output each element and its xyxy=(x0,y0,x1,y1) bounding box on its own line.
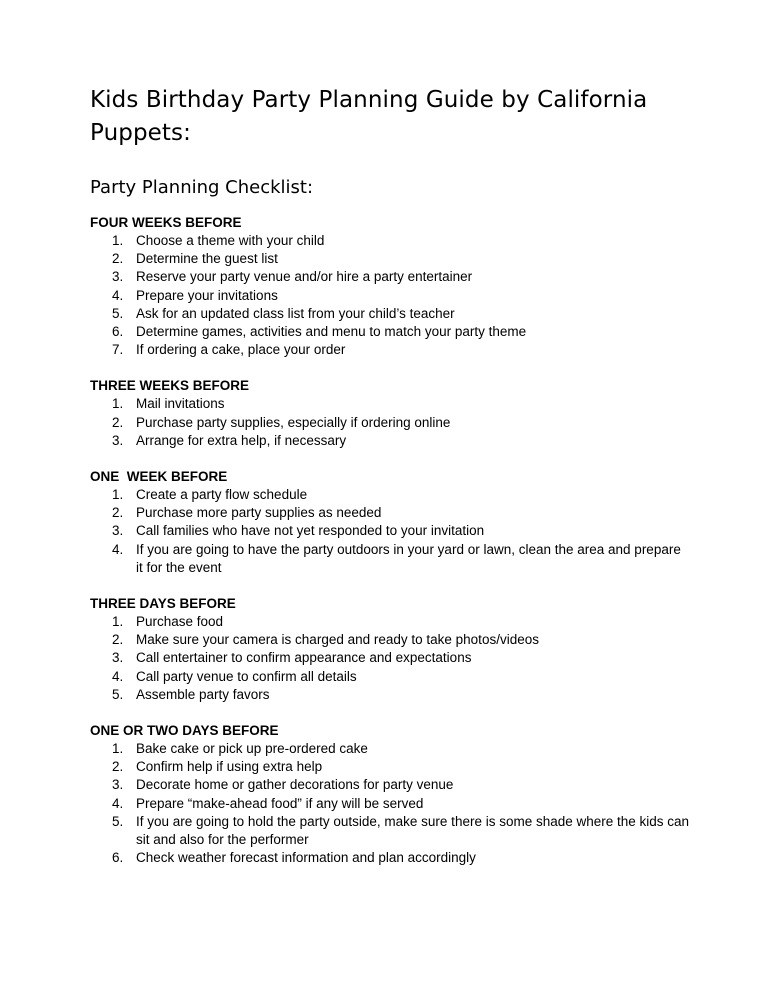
item-number: 1. xyxy=(112,741,124,757)
item-text: Reserve your party venue and/or hire a party entertainer xyxy=(136,269,473,285)
item-text: Prepare your invitations xyxy=(136,287,278,303)
item-text: Mail invitations xyxy=(136,396,225,412)
item-number: 3. xyxy=(112,432,124,448)
checklist-section xyxy=(90,595,690,704)
item-text: Make sure your camera is charged and ready to take photos/videos xyxy=(136,632,539,648)
checklist-list xyxy=(90,232,690,359)
section-heading: FOUR WEEKS BEFORE xyxy=(90,215,242,230)
item-number: 4. xyxy=(112,668,124,684)
checklist-item xyxy=(90,740,690,758)
item-text: If you are going to hold the party outside, make sure there is some shade where the kids can sit and also for the performer xyxy=(136,813,690,848)
section-heading: THREE WEEKS BEFORE xyxy=(90,378,250,394)
checklist-subtitle: Party Planning Checklist: xyxy=(90,177,314,198)
item-text: Purchase more party supplies as needed xyxy=(136,505,382,521)
item-text: Prepare “make-ahead food” if any will be served xyxy=(136,795,424,811)
item-number: 5. xyxy=(112,813,124,829)
checklist-item xyxy=(90,232,690,250)
checklist-section xyxy=(90,377,690,450)
item-text: Purchase party supplies, especially if ordering online xyxy=(136,414,451,430)
checklist-item xyxy=(90,795,690,813)
checklist-list xyxy=(90,395,690,450)
item-number: 4. xyxy=(112,541,124,557)
checklist-item xyxy=(90,613,690,631)
section-heading: ONE OR TWO DAYS BEFORE xyxy=(90,723,279,739)
checklist-item xyxy=(90,849,690,867)
item-text: If you are going to have the party outdoors in your yard or lawn, clean the area and prepare it for the event xyxy=(136,541,681,575)
item-text: Check weather forecast information and plan accordingly xyxy=(136,850,476,866)
item-text: Bake cake or pick up pre-ordered cake xyxy=(136,741,368,757)
item-number: 7. xyxy=(112,342,124,358)
checklist-item xyxy=(90,522,690,540)
checklist-item xyxy=(90,268,690,286)
checklist-section xyxy=(90,468,690,577)
checklist-section xyxy=(90,722,690,867)
item-number: 2. xyxy=(112,505,124,521)
item-text: Call party venue to confirm all details xyxy=(136,668,357,684)
item-number: 3. xyxy=(112,269,124,285)
item-text: Confirm help if using extra help xyxy=(136,759,323,775)
checklist-item xyxy=(90,486,690,504)
section-heading: THREE DAYS BEFORE xyxy=(90,596,236,612)
checklist-list xyxy=(90,740,690,867)
item-text: Determine the guest list xyxy=(136,251,278,267)
checklist-item xyxy=(90,341,690,359)
checklist-item xyxy=(90,395,690,413)
item-text: Ask for an updated class list from your child’s teacher xyxy=(136,305,455,321)
item-number: 4. xyxy=(112,287,124,303)
item-number: 1. xyxy=(112,396,124,412)
item-text: Create a party flow schedule xyxy=(136,487,308,503)
section-heading: ONE WEEK BEFORE xyxy=(90,469,228,485)
checklist-sections xyxy=(90,214,690,867)
item-number: 5. xyxy=(112,305,124,321)
checklist-item xyxy=(90,649,690,667)
item-text: Choose a theme with your child xyxy=(136,233,325,248)
item-text: Call entertainer to confirm appearance and expectations xyxy=(136,650,472,666)
item-number: 4. xyxy=(112,795,124,811)
document-title: Kids Birthday Party Planning Guide by California Puppets: xyxy=(90,87,648,146)
document-page xyxy=(90,84,690,867)
item-number: 1. xyxy=(112,487,124,503)
checklist-list xyxy=(90,613,690,704)
checklist-item xyxy=(90,432,690,450)
item-text: Arrange for extra help, if necessary xyxy=(136,432,347,448)
checklist-item xyxy=(90,668,690,686)
checklist-item xyxy=(90,250,690,268)
checklist-item xyxy=(90,504,690,522)
checklist-item xyxy=(90,813,690,849)
item-text: Decorate home or gather decorations for party venue xyxy=(136,777,454,793)
item-number: 3. xyxy=(112,523,124,539)
checklist-item xyxy=(90,776,690,794)
item-number: 5. xyxy=(112,686,124,702)
item-text: Purchase food xyxy=(136,614,224,630)
checklist-item xyxy=(90,305,690,323)
checklist-section xyxy=(90,214,690,359)
checklist-item xyxy=(90,323,690,341)
item-number: 2. xyxy=(112,759,124,775)
item-text: If ordering a cake, place your order xyxy=(136,342,346,358)
checklist-item xyxy=(90,758,690,776)
checklist-item xyxy=(90,541,690,577)
item-number: 2. xyxy=(112,414,124,430)
item-number: 3. xyxy=(112,650,124,666)
item-text: Call families who have not yet responded to your invitation xyxy=(136,523,485,539)
item-number: 6. xyxy=(112,324,124,340)
item-number: 3. xyxy=(112,777,124,793)
item-text: Determine games, activities and menu to match your party theme xyxy=(136,324,527,340)
item-number: 2. xyxy=(112,632,124,648)
item-text: Assemble party favors xyxy=(136,686,270,702)
checklist-list xyxy=(90,486,690,577)
checklist-item xyxy=(90,631,690,649)
item-number: 6. xyxy=(112,850,124,866)
checklist-item xyxy=(90,287,690,305)
item-number: 1. xyxy=(112,233,124,248)
item-number: 1. xyxy=(112,614,124,630)
item-number: 2. xyxy=(112,251,124,267)
checklist-item xyxy=(90,686,690,704)
checklist-item xyxy=(90,414,690,432)
